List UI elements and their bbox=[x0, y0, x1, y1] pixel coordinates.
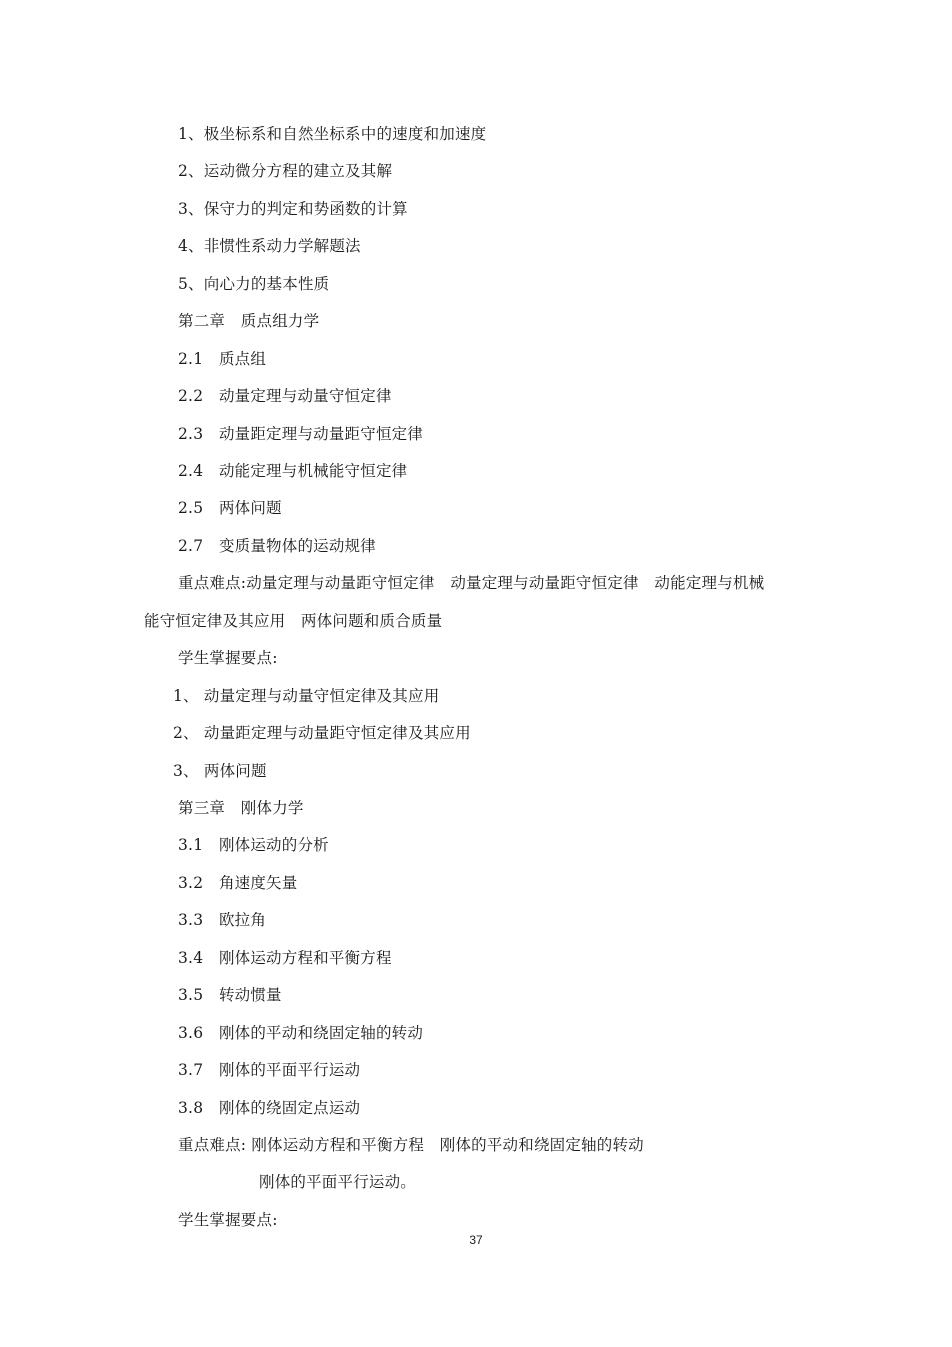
key-points-continuation: 能守恒定律及其应用 两体问题和质合质量 bbox=[144, 612, 443, 630]
chapter-heading: 第三章 刚体力学 bbox=[178, 799, 304, 817]
text-line: 3、保守力的判定和势函数的计算 bbox=[178, 200, 408, 218]
text-line: 3、 两体问题 bbox=[173, 762, 267, 780]
section-line: 3.6 刚体的平动和绕固定轴的转动 bbox=[178, 1024, 424, 1042]
section-line: 2.1 质点组 bbox=[178, 350, 267, 368]
section-line: 3.4 刚体运动方程和平衡方程 bbox=[178, 949, 392, 967]
section-line: 2.2 动量定理与动量守恒定律 bbox=[178, 387, 392, 405]
text-line: 4、非惯性系动力学解题法 bbox=[178, 237, 361, 255]
text-line: 1、 动量定理与动量守恒定律及其应用 bbox=[173, 687, 440, 705]
section-line: 2.3 动量距定理与动量距守恒定律 bbox=[178, 425, 424, 443]
key-points-line: 重点难点: 刚体运动方程和平衡方程 刚体的平动和绕固定轴的转动 bbox=[178, 1136, 644, 1154]
section-line: 3.7 刚体的平面平行运动 bbox=[178, 1061, 361, 1079]
section-line: 2.7 变质量物体的运动规律 bbox=[178, 537, 376, 555]
chapter-heading: 第二章 质点组力学 bbox=[178, 312, 320, 330]
page-number: 37 bbox=[469, 1233, 483, 1247]
mastery-heading: 学生掌握要点: bbox=[178, 1211, 278, 1229]
text-line: 5、向心力的基本性质 bbox=[178, 275, 330, 293]
section-line: 3.5 转动惯量 bbox=[178, 986, 282, 1004]
section-line: 3.3 欧拉角 bbox=[178, 911, 267, 929]
section-line: 2.5 两体问题 bbox=[178, 499, 282, 517]
text-line: 2、运动微分方程的建立及其解 bbox=[178, 162, 393, 180]
text-line: 2、 动量距定理与动量距守恒定律及其应用 bbox=[173, 724, 471, 742]
key-points-continuation: 刚体的平面平行运动。 bbox=[259, 1173, 417, 1191]
text-line: 1、极坐标系和自然坐标系中的速度和加速度 bbox=[178, 125, 487, 143]
section-line: 3.2 角速度矢量 bbox=[178, 874, 298, 892]
section-line: 2.4 动能定理与机械能守恒定律 bbox=[178, 462, 408, 480]
key-points-line: 重点难点:动量定理与动量距守恒定律 动量定理与动量距守恒定律 动能定理与机械 bbox=[178, 574, 765, 592]
section-line: 3.1 刚体运动的分析 bbox=[178, 836, 329, 854]
mastery-heading: 学生掌握要点: bbox=[178, 649, 278, 667]
section-line: 3.8 刚体的绕固定点运动 bbox=[178, 1099, 361, 1117]
